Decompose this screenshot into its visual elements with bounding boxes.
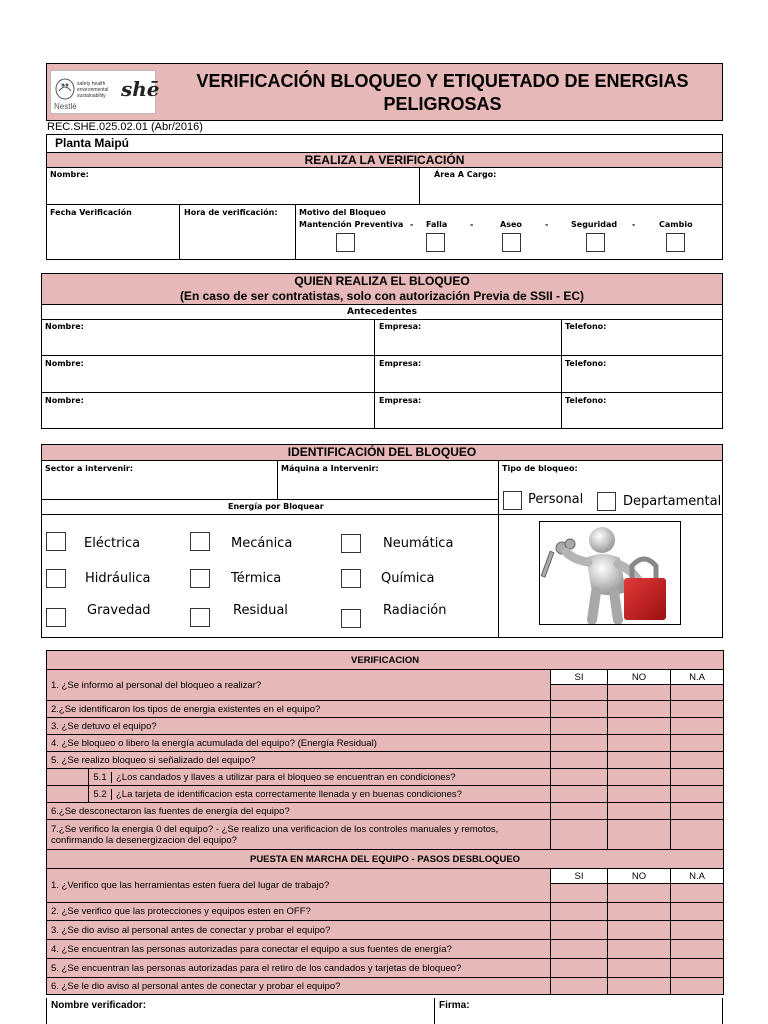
nombre-field[interactable] (50, 182, 415, 202)
answer-no[interactable] (608, 820, 671, 850)
antecedentes-label: Antecedentes (347, 307, 417, 317)
persona2-empresa-label: Empresa: (379, 359, 422, 368)
answer-no[interactable] (608, 735, 671, 752)
puesta-item-1: 1. ¿Verifico que las herramientas esten fuera del lugar de trabajo? (47, 869, 551, 903)
verif-item-5: 5. ¿Se realizo bloqueo si señalizado del equipo? (47, 752, 551, 769)
energia-neumatica-checkbox[interactable] (341, 534, 361, 553)
hora-field[interactable] (184, 222, 292, 256)
motivo-falla-checkbox[interactable] (426, 233, 445, 252)
energia-residual-checkbox[interactable] (190, 608, 210, 627)
energia-quimica-checkbox[interactable] (341, 569, 361, 588)
tipo-departamental-label: Departamental (623, 494, 722, 509)
person-with-padlock-icon (540, 522, 680, 624)
verif-item-1: 1. ¿Se informo al personal del bloqueo a realizar? (47, 670, 551, 701)
persona3-telefono-label: Telefono: (565, 396, 607, 405)
answer-si[interactable] (551, 884, 608, 903)
divider (374, 320, 375, 429)
tipo-label: Tipo de bloqueo: (502, 464, 578, 473)
subitem-text: ¿Los candados y llaves a utilizar para el bloqueo se encuentran en condiciones? (116, 771, 456, 783)
divider (295, 204, 296, 259)
divider (41, 499, 498, 500)
motivo-seguridad-label: Seguridad (571, 220, 618, 229)
answer-si[interactable] (551, 820, 608, 850)
persona1-telefono-label: Telefono: (565, 322, 607, 331)
energia-radiacion-checkbox[interactable] (341, 609, 361, 628)
motivo-cambio-label: Cambio (659, 220, 693, 229)
divider (561, 320, 562, 429)
answer-si[interactable] (551, 978, 608, 995)
verificacion-table (46, 650, 724, 995)
motivo-label: Motivo del Bloqueo (299, 208, 386, 217)
energia-gravedad-checkbox[interactable] (46, 608, 66, 627)
energia-gravedad-label: Gravedad (87, 603, 151, 618)
verificacion-title: VERIFICACION (47, 651, 724, 670)
answer-no[interactable] (608, 803, 671, 820)
nombre-label: Nombre: (50, 170, 89, 179)
persona1-nombre-label: Nombre: (45, 322, 84, 331)
energia-quimica-label: Química (381, 571, 435, 586)
motivo-cambio-checkbox[interactable] (666, 233, 685, 252)
col-no-header: NO (608, 670, 671, 685)
persona3-empresa-label: Empresa: (379, 396, 422, 405)
nombre-verificador-label: Nombre verificador: (51, 1000, 147, 1011)
answer-si[interactable] (551, 921, 608, 940)
divider (41, 392, 723, 393)
maquina-label: Máquina a Intervenir: (281, 464, 379, 473)
sector-label: Sector a intervenir: (45, 464, 134, 473)
puesta-item-6: 6. ¿Se le dio aviso al personal antes de conectar y probar el equipo? (47, 978, 551, 995)
col-na-header: N.A (671, 670, 724, 685)
col-na-header: N.A (671, 869, 724, 884)
verif-item-6: 6.¿Se desconectaron las fuentes de energía del equipo? (47, 803, 551, 820)
energia-hidraulica-label: Hidráulica (85, 571, 151, 586)
tipo-personal-checkbox[interactable] (503, 491, 522, 510)
energia-termica-label: Térmica (231, 571, 282, 586)
divider (41, 355, 723, 356)
she-tagline: safety health environmental sustainability (77, 81, 109, 99)
answer-no[interactable] (608, 752, 671, 769)
antecedentes-row (41, 304, 723, 320)
puesta-item-5: 5. ¿Se encuentran las personas autorizadas para el retiro de los candados y tarjetas de bloqueo? (47, 959, 551, 978)
puesta-title: PUESTA EN MARCHA DEL EQUIPO - PASOS DESBLOQUEO (47, 850, 724, 869)
answer-si[interactable] (551, 786, 608, 803)
fecha-label: Fecha Verificación (50, 208, 132, 217)
spacer-cell (47, 769, 89, 786)
subitem-text: ¿La tarjeta de identificacion esta correctamente llenada y en buenas condiciones? (116, 788, 462, 800)
col-no-header: NO (608, 869, 671, 884)
divider (46, 204, 723, 205)
divider (498, 461, 499, 638)
puesta-item-2: 2. ¿Se verifico que las protecciones y equipos esten en OFF? (47, 903, 551, 921)
answer-na[interactable] (671, 978, 724, 995)
dash: - (470, 220, 474, 229)
energia-neumatica-label: Neumática (383, 536, 454, 551)
plant-row (46, 134, 723, 153)
nombre-verificador-field[interactable] (160, 1000, 430, 1022)
puesta-item-3: 3. ¿Se dio aviso al personal antes de conectar y probar el equipo? (47, 921, 551, 940)
quien-grid (41, 319, 723, 429)
area-field[interactable] (430, 182, 718, 202)
nestle-brand-text: Nestlé (54, 102, 77, 111)
motivo-aseo-label: Aseo (500, 220, 522, 229)
answer-na[interactable] (671, 735, 724, 752)
answer-no[interactable] (608, 701, 671, 718)
answer-na[interactable] (671, 701, 724, 718)
tipo-personal-label: Personal (528, 492, 584, 507)
padlock-illustration (539, 521, 681, 625)
persona2-telefono-label: Telefono: (565, 359, 607, 368)
area-label: Área A Cargo: (434, 170, 497, 179)
divider (277, 461, 278, 499)
subitem-number: 5.1 (89, 772, 112, 783)
persona1-empresa-label: Empresa: (379, 322, 422, 331)
answer-no[interactable] (608, 903, 671, 921)
motivo-seguridad-checkbox[interactable] (586, 233, 605, 252)
page-title: VERIFICACIÓN BLOQUEO Y ETIQUETADO DE ENERGIAS PELIGROSAS (196, 71, 689, 114)
firma-label: Firma: (439, 1000, 470, 1011)
divider (179, 204, 180, 259)
verif-subitem-5-2 (89, 786, 551, 803)
energia-radiacion-label: Radiación (383, 603, 447, 618)
answer-no[interactable] (608, 685, 671, 701)
energia-hidraulica-checkbox[interactable] (46, 569, 66, 588)
energia-electrica-label: Eléctrica (84, 536, 141, 551)
persona2-nombre-label: Nombre: (45, 359, 84, 368)
answer-si[interactable] (551, 718, 608, 735)
answer-na[interactable] (671, 752, 724, 769)
plant-name: Planta Maipú (55, 136, 130, 150)
quien-subtitle: (En caso de ser contratistas, solo con autorización Previa de SSII - EC) (179, 289, 585, 303)
answer-na[interactable] (671, 820, 724, 850)
fecha-field[interactable] (50, 222, 175, 256)
answer-no[interactable] (608, 978, 671, 995)
nestle-she-logo (50, 70, 160, 114)
energia-mecanica-checkbox[interactable] (190, 532, 210, 551)
verif-item-7: 7.¿Se verifico la energia 0 del equipo? - ¿Se realizo una verificacion de los controles manuales y remotos, confirmando la desenergizacion del equipo? (47, 820, 551, 850)
answer-na[interactable] (671, 769, 724, 786)
answer-no[interactable] (608, 940, 671, 959)
motivo-mantencion-label: Mantención Preventiva (299, 220, 404, 229)
spacer-cell (47, 786, 89, 803)
subitem-number: 5.2 (89, 789, 112, 800)
answer-na[interactable] (671, 903, 724, 921)
persona3-nombre-label: Nombre: (45, 396, 84, 405)
verif-item-3: 3. ¿Se detuvo el equipo? (47, 718, 551, 735)
dash: - (545, 220, 549, 229)
answer-no[interactable] (608, 959, 671, 978)
answer-no[interactable] (608, 884, 671, 903)
answer-na[interactable] (671, 803, 724, 820)
answer-na[interactable] (671, 940, 724, 959)
answer-no[interactable] (608, 769, 671, 786)
answer-no[interactable] (608, 786, 671, 803)
answer-na[interactable] (671, 786, 724, 803)
answer-si[interactable] (551, 803, 608, 820)
realiza-title: REALIZA LA VERIFICACIÓN (46, 152, 723, 168)
verif-subitem-5-1 (89, 769, 551, 786)
answer-si[interactable] (551, 701, 608, 718)
answer-na[interactable] (671, 921, 724, 940)
divider (419, 168, 420, 204)
answer-si[interactable] (551, 752, 608, 769)
answer-si[interactable] (551, 685, 608, 701)
verif-item-2: 2.¿Se identificaron los tipos de energia existentes en el equipo? (47, 701, 551, 718)
identificacion-title: IDENTIFICACIÓN DEL BLOQUEO (41, 444, 723, 461)
answer-no[interactable] (608, 718, 671, 735)
energia-termica-checkbox[interactable] (190, 569, 210, 588)
energia-mecanica-label: Mecánica (231, 536, 293, 551)
firma-field[interactable] (480, 1000, 718, 1022)
puesta-item-4: 4. ¿Se encuentran las personas autorizadas para conectar el equipo a sus fuentes de energía? (47, 940, 551, 959)
hora-label: Hora de verificación: (184, 208, 278, 217)
answer-no[interactable] (608, 921, 671, 940)
answer-na[interactable] (671, 959, 724, 978)
answer-si[interactable] (551, 769, 608, 786)
answer-na[interactable] (671, 884, 724, 903)
energia-residual-label: Residual (233, 603, 288, 618)
energia-electrica-checkbox[interactable] (46, 532, 66, 551)
motivo-mantencion-checkbox[interactable] (336, 233, 355, 252)
col-si-header: SI (551, 670, 608, 685)
divider (41, 514, 723, 515)
answer-si[interactable] (551, 940, 608, 959)
answer-na[interactable] (671, 685, 724, 701)
answer-si[interactable] (551, 735, 608, 752)
she-logo-mark: shē (121, 77, 160, 101)
motivo-falla-label: Falla (426, 220, 448, 229)
motivo-aseo-checkbox[interactable] (502, 233, 521, 252)
answer-si[interactable] (551, 903, 608, 921)
answer-na[interactable] (671, 718, 724, 735)
verif-item-4: 4. ¿Se bloqueo o libero la energía acumulada del equipo? (Energía Residual) (47, 735, 551, 752)
quien-title: QUIEN REALIZA EL BLOQUEO (294, 274, 470, 288)
tipo-departamental-checkbox[interactable] (597, 492, 616, 511)
dash: - (410, 220, 414, 229)
dash: - (632, 220, 636, 229)
energia-label: Energía por Bloquear (228, 502, 324, 511)
divider (434, 998, 435, 1024)
col-si-header: SI (551, 869, 608, 884)
record-code: REC.SHE.025.02.01 (Abr/2016) (47, 121, 203, 133)
answer-si[interactable] (551, 959, 608, 978)
